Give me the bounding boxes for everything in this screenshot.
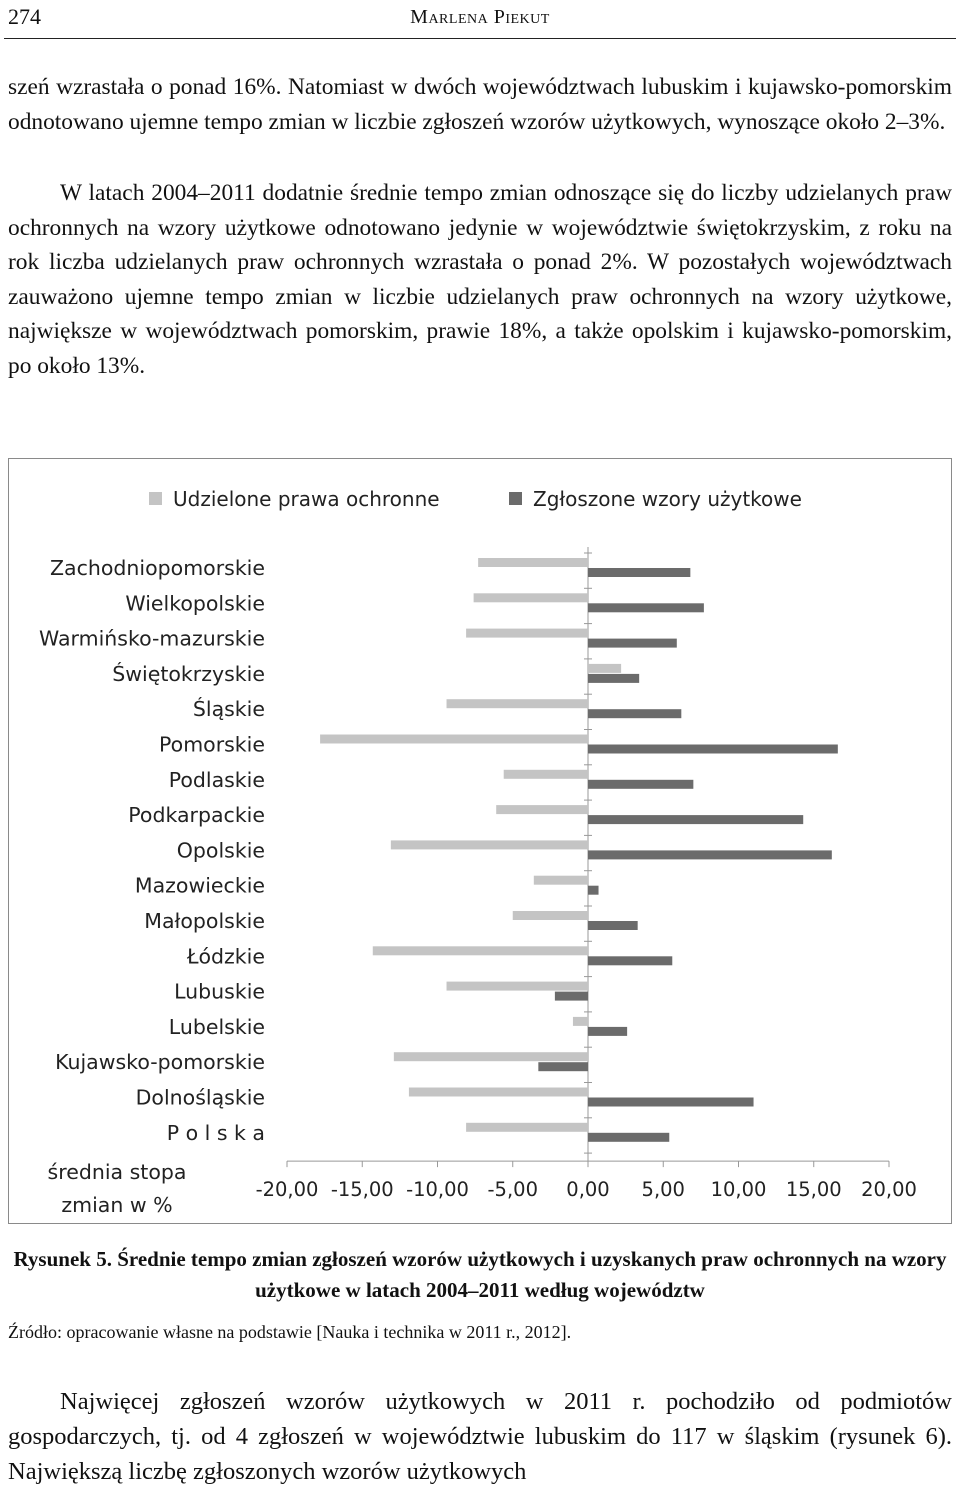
paragraph-1: szeń wzrastała o ponad 16%. Natomiast w dwóch województwach lubuskim i kujawsko-pomorskim odnotowano ujemne tempo zmian w liczbie zgłoszeń wzorów użytkowych, wynoszące około 2–3%. [8,74,952,135]
paragraph-2: W latach 2004–2011 dodatnie średnie tempo zmian odnoszące się do liczby udzielanych praw ochronnych na wzory użytkowe odnotowano jedynie w województwie świętokrzyskim, z roku na rok liczba udzielanych praw ochronnych wzrastała o ponad 2%. W pozostałych województwach zauważono ujemne tempo zmian w liczbie udzielanych praw ochronnych na wzory użytkowe, największe w województwach pomorskim, prawie 18%, a także opolskim i kujawsko-pomorskim, po około 13%. [8,180,952,379]
category-label: Warmińsko-mazurskie [39,626,265,651]
caption-text: Średnie tempo zmian zgłoszeń wzorów użytkowych i uzyskanych praw ochronnych na wzory użytkowe w latach 2004–2011 według województw [117,1247,947,1302]
figure-caption [8,1244,952,1306]
x-tick-label: -10,00 [406,1178,469,1202]
bar-filed [588,850,832,859]
category-label: Świętokrzyskie [112,661,265,686]
header-rule [4,38,956,39]
legend-label-2: Zgłoszone wzory użytkowe [533,487,802,511]
bar-filed [538,1062,588,1071]
category-label: Kujawsko-pomorskie [55,1050,265,1075]
bar-filed [588,921,638,930]
category-label: Podkarpackie [128,803,265,828]
category-label: Mazowieckie [134,873,265,898]
x-tick-label: 20,00 [861,1178,917,1202]
x-tick-label: 10,00 [710,1178,767,1202]
page-number: 274 [8,4,41,29]
category-label: Śląskie [192,697,265,722]
category-label: Opolskie [176,838,265,863]
legend-swatch-2 [509,492,522,505]
bar-granted [320,735,588,744]
category-label: Pomorskie [159,732,265,757]
category-label: P o l s k a [166,1120,265,1145]
source-text: opracowanie własne na podstawie [Nauka i technika w 2011 r., 2012]. [66,1322,572,1342]
bar-granted [394,1052,588,1061]
bar-filed [588,709,681,718]
bar-filed [555,992,588,1001]
category-label: Lubuskie [174,979,265,1004]
bar-granted [534,876,588,885]
bar-filed [588,674,639,683]
bar-granted [373,946,588,955]
bar-filed [588,886,599,895]
category-label: Wielkopolskie [125,591,265,616]
caption-label: Rysunek 5. [13,1247,112,1271]
bar-granted [478,558,588,567]
figure-source [8,1322,571,1343]
bar-granted [409,1088,588,1097]
x-tick-label: 0,00 [566,1178,610,1202]
category-label: Zachodniopomorskie [49,556,265,580]
bar-filed [588,815,803,824]
legend-label-1: Udzielone prawa ochronne [173,487,440,511]
bar-filed [588,568,690,577]
x-tick-label: -20,00 [255,1178,319,1202]
page-header [0,0,960,40]
paragraph-3: Najwięcej zgłoszeń wzorów użytkowych w 2011 r. pochodziło od podmiotów gospodarczych, tj. od 4 zgłoszeń w województwie lubuskim do 117 w śląskim (rysunek 6). Największą liczbę zgłoszonych wzorów użytkowych [8,1388,952,1485]
chart-frame [8,458,952,1224]
x-axis-title: średnia stopa zmian w % [47,1160,187,1218]
bar-granted [447,699,588,708]
x-tick-label: 15,00 [785,1178,842,1202]
x-tick-label: -15,00 [330,1178,394,1202]
x-tick-label: 5,00 [641,1178,685,1202]
running-head: Marlena Piekut [410,6,550,28]
source-label: Źródło: [8,1322,62,1342]
bar-granted [513,911,588,920]
category-label: Małopolskie [144,909,265,933]
bar-filed [588,1133,669,1142]
bar-filed [588,780,693,789]
bar-chart [9,459,951,1223]
category-label: Lubelskie [168,1014,265,1039]
bar-granted [496,805,588,814]
bar-granted [474,593,588,602]
bar-granted [588,664,621,673]
x-tick-label: -5,00 [487,1178,538,1202]
bar-granted [447,982,588,991]
bar-filed [588,745,838,754]
bar-granted [573,1017,588,1026]
category-label: Łódzkie [186,944,265,969]
bar-granted [504,770,588,779]
bar-granted [466,1123,588,1132]
bar-filed [588,1027,627,1036]
bar-granted [466,629,588,638]
bar-filed [588,1098,754,1107]
bar-filed [588,639,677,648]
bar-filed [588,603,704,612]
bar-filed [588,956,672,965]
bar-granted [391,840,588,849]
category-label: Podlaskie [168,767,265,792]
legend-swatch-1 [149,492,162,505]
category-label: Dolnośląskie [135,1085,265,1110]
